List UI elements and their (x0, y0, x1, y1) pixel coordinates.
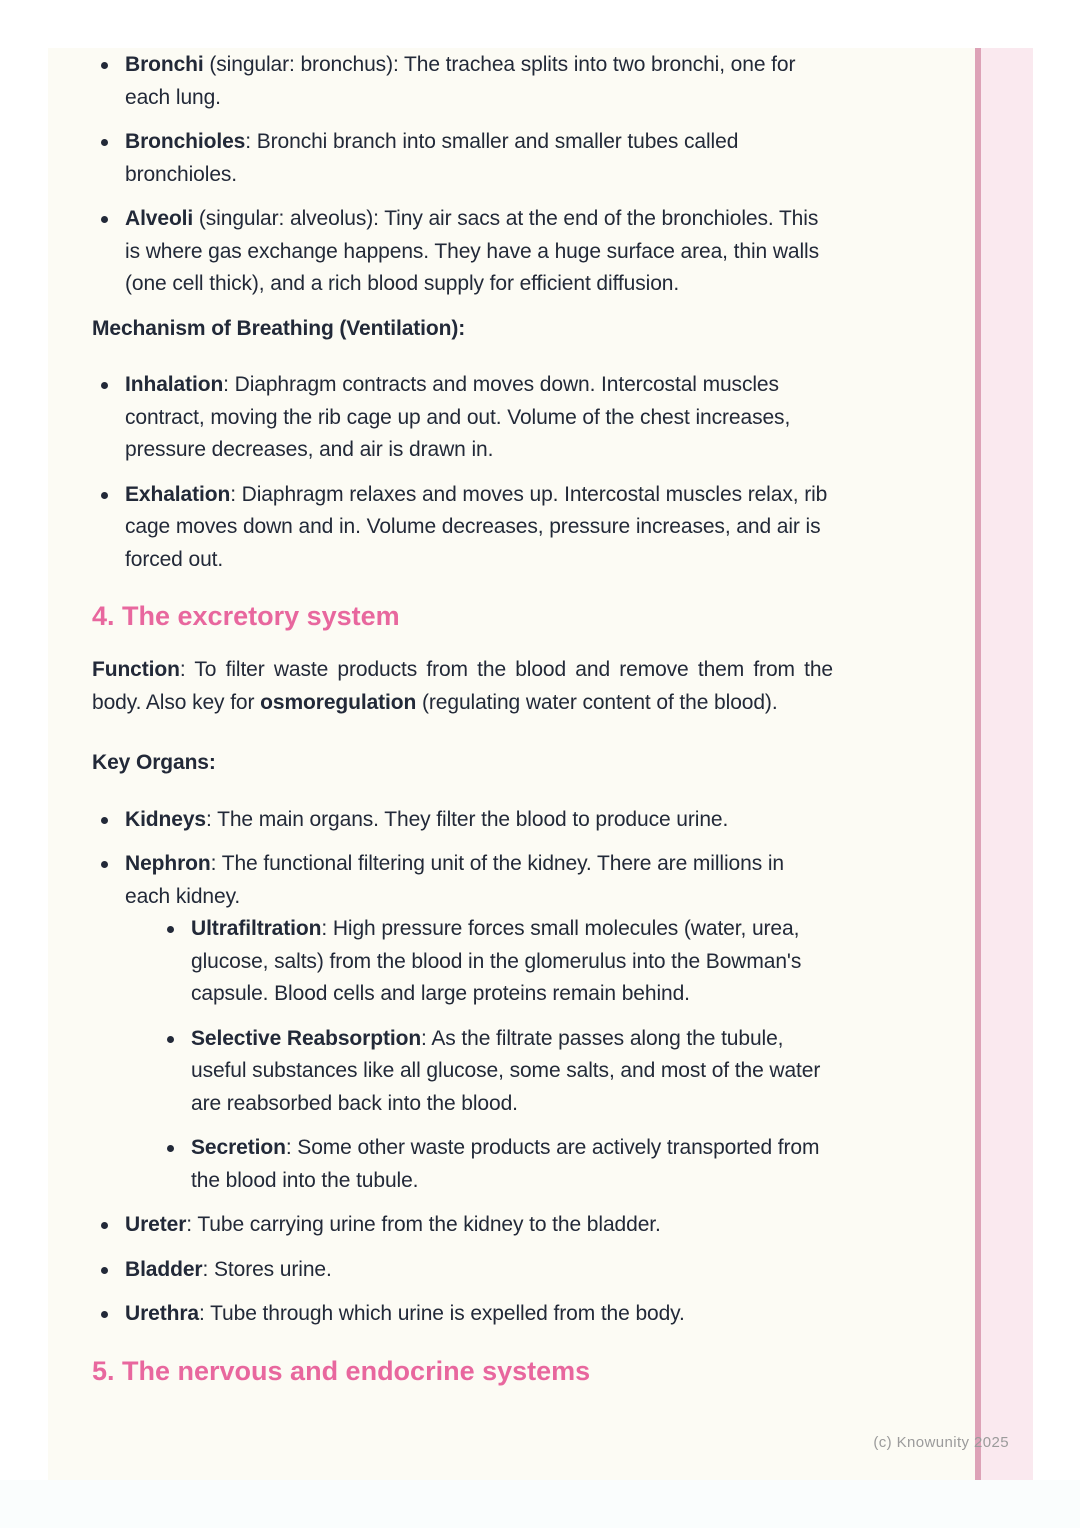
term-ureter-definition: : Tube carrying urine from the kidney to the bladder. (186, 1213, 661, 1236)
term-selective-reabsorption-definition: : As the filtrate passes along the tubule, useful substances like all glucose, some salts, and most of the water are reabsorbed back into the blood. (191, 1026, 821, 1115)
term-function: Function (92, 658, 180, 681)
section-heading-nervous-endocrine-systems: 5. The nervous and endocrine systems (92, 1355, 591, 1386)
list-item (92, 203, 833, 301)
page-right-accent-rail (975, 48, 1033, 1480)
list-item (92, 126, 833, 191)
term-ultrafiltration-definition: : High pressure forces small molecules (water, urea, glucose, salts) from the blood in the glomerulus into the Bowman's capsule. Blood cells and large proteins remain behind. (191, 917, 802, 1005)
term-kidneys: Kidneys (125, 807, 206, 831)
list-item (158, 1132, 833, 1197)
term-ureter: Ureter (125, 1213, 187, 1236)
term-secretion-definition: : Some other waste products are actively transported from the blood into the tubule. (191, 1136, 820, 1192)
term-ultrafiltration: Ultrafiltration (191, 917, 322, 940)
term-inhalation: Inhalation (125, 373, 224, 396)
respiratory-structures-list (92, 49, 833, 301)
list-item (92, 804, 833, 837)
term-bronchioles: Bronchioles (125, 130, 246, 153)
term-alveoli-definition: (singular: alveolus): Tiny air sacs at the end of the bronchioles. This is where gas exchange happens. They have a huge surface area, thin walls (one cell thick), and a rich blood supply for efficient diffusion. (125, 207, 820, 295)
excretory-function-paragraph (92, 654, 833, 719)
term-osmoregulation: osmoregulation (260, 690, 417, 714)
breathing-mechanism-list (92, 369, 833, 576)
term-selective-reabsorption: Selective Reabsorption (191, 1026, 422, 1050)
list-item (92, 1254, 833, 1287)
key-organs-heading: Key Organs: (92, 751, 216, 774)
list-item (92, 1209, 833, 1242)
term-kidneys-definition: : The main organs. They filter the blood to produce urine. (206, 807, 729, 831)
list-item (92, 479, 833, 577)
term-inhalation-definition: : Diaphragm contracts and moves down. Intercostal muscles contract, moving the rib cage up and out. Volume of the chest increases, pressure decreases, and air is drawn in. (125, 373, 791, 461)
term-bladder: Bladder (125, 1257, 203, 1281)
mechanism-of-breathing-heading: Mechanism of Breathing (Ventilation): (92, 316, 466, 340)
key-organs-list (92, 804, 833, 1331)
list-item (158, 913, 833, 1011)
term-urethra-definition: : Tube through which urine is expelled from the body. (199, 1302, 685, 1325)
page-content (92, 49, 833, 1389)
term-bronchi-definition: (singular: bronchus): The trachea splits into two bronchi, one for each lung. (125, 53, 796, 109)
function-text-tail: (regulating water content of the blood). (416, 690, 778, 714)
copyright-watermark: (c) Knowunity 2025 (873, 1434, 1009, 1451)
list-item (92, 848, 833, 1197)
nephron-processes-sublist (158, 913, 833, 1197)
page-gap-background (0, 1480, 1080, 1528)
list-item (92, 369, 833, 467)
term-exhalation: Exhalation (125, 482, 231, 506)
section-heading-excretory-system: 4. The excretory system (92, 601, 400, 631)
list-item (92, 49, 833, 114)
term-nephron: Nephron (125, 852, 211, 875)
function-text: : To filter waste products from the blood and remove them from the body. Also key for (92, 658, 833, 714)
term-nephron-definition: : The functional filtering unit of the kidney. There are millions in each kidney. (125, 852, 784, 908)
list-item (92, 1298, 833, 1331)
document-page (48, 48, 1033, 1480)
list-item (158, 1023, 833, 1121)
term-urethra: Urethra (125, 1302, 199, 1325)
term-alveoli: Alveoli (125, 207, 194, 230)
term-bronchioles-definition: : Bronchi branch into smaller and smaller tubes called bronchioles. (125, 130, 739, 186)
term-bladder-definition: : Stores urine. (202, 1257, 332, 1281)
term-exhalation-definition: : Diaphragm relaxes and moves up. Intercostal muscles relax, rib cage moves down and in. Volume decreases, pressure increases, and air is forced out. (125, 482, 828, 571)
term-bronchi: Bronchi (125, 53, 204, 76)
term-secretion: Secretion (191, 1136, 286, 1159)
